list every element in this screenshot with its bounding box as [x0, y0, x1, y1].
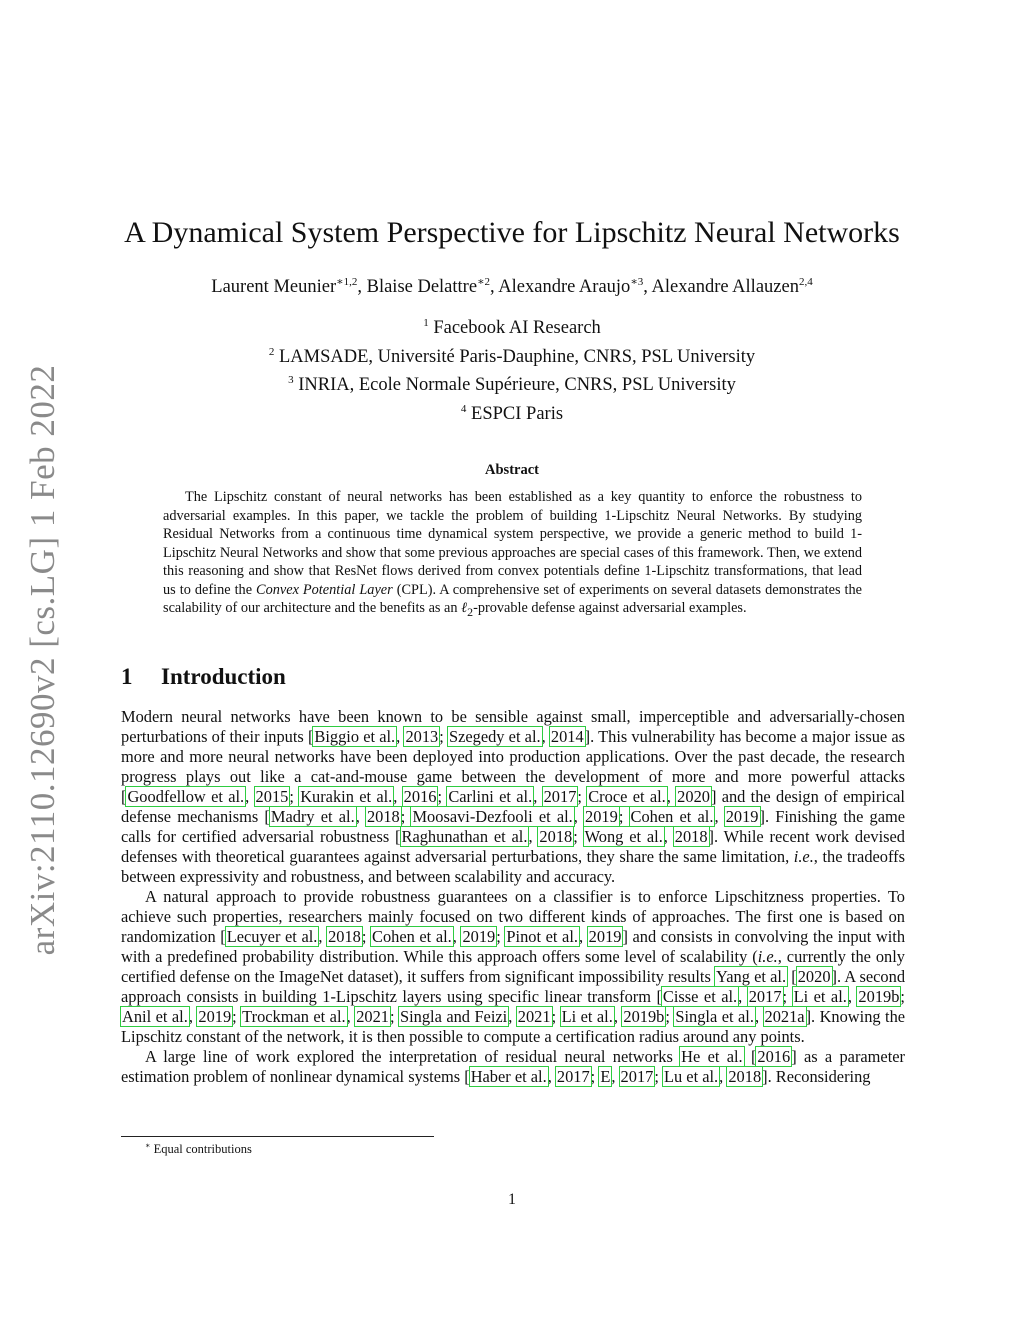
text: ]. A second approach consists in building 1-Lipschitz layers using specific linear transform [ [121, 967, 906, 1006]
math-symbol: ℓ [461, 600, 468, 616]
citation-link[interactable]: 2021 [356, 1007, 389, 1026]
intro-paragraph-2 [121, 887, 905, 1047]
text: A large line of work explored the interpretation of residual neural networks [145, 1047, 681, 1066]
citation-link[interactable]: 2019b [623, 1007, 665, 1026]
affiliation-text: LAMSADE, Université Paris-Dauphine, CNRS, PSL University [278, 346, 756, 367]
text: , the tradeoffs between expressivity and robustness, and between scalability and accuracy. [121, 847, 905, 886]
citation-link[interactable]: 2018 [728, 1067, 762, 1086]
math-subscript: 2 [467, 604, 474, 619]
author-mark: ∗1,2 [336, 276, 358, 288]
text: ]. Finishing the game calls for certified adversarial robustness [ [121, 807, 906, 846]
page-number: 1 [508, 1191, 516, 1208]
author-name: Blaise Delattre [366, 277, 478, 298]
citation-link[interactable]: Szegedy et al. [448, 727, 541, 746]
text: , [452, 927, 462, 946]
text: ]. While recent work devised defenses with theoretical guarantees against adversarial perturbations, they share the same limitation, [121, 827, 906, 866]
citation-link[interactable]: 2013 [405, 727, 439, 746]
footnote-mark: ∗ [145, 1141, 151, 1150]
text: ; [232, 1007, 242, 1026]
text: ; [361, 927, 372, 946]
citation-link[interactable]: 2017 [556, 1067, 590, 1086]
citation-link[interactable]: Kurakin et al. [300, 787, 393, 806]
citation-link[interactable]: 2018 [674, 827, 708, 846]
text: , [541, 727, 550, 746]
text: , [355, 807, 366, 826]
citation-link[interactable]: Singla and Feizi [399, 1007, 508, 1026]
affiliation-mark: 4 [460, 402, 467, 415]
citation-link[interactable]: Trockman et al. [242, 1007, 346, 1026]
author-mark: 2,4 [798, 276, 813, 288]
abstract-emphasis: Convex Potential Layer [256, 581, 393, 598]
citation-link[interactable]: 2016 [757, 1047, 791, 1066]
citation-link[interactable]: Raghunathan et al. [401, 827, 528, 846]
text: , [188, 1007, 198, 1026]
citation-link[interactable]: 2019b [858, 987, 900, 1006]
citation-link[interactable]: Cisse et al. [662, 987, 738, 1006]
text: , [396, 727, 405, 746]
text: ; [618, 807, 630, 826]
citation-link[interactable]: Madry et al. [270, 807, 355, 826]
text: ]. This vulnerability has become a major issue as more and more neural networks have been deployed into production applications. Over the past decade, the research progress plays out like a cat-and-mouse game between the development of more and more powerful attacks [ [121, 727, 905, 806]
text: ; [439, 727, 448, 746]
footnote-text: Equal contributions [153, 1142, 252, 1157]
section-heading [121, 664, 286, 690]
affiliation-mark: 1 [423, 317, 429, 329]
affiliation [0, 312, 1024, 341]
author-name: Laurent Meunier [211, 277, 337, 298]
citation-link[interactable]: E [600, 1067, 611, 1086]
affiliation-mark: 3 [288, 374, 294, 387]
citation-link[interactable]: Goodfellow et al. [127, 787, 245, 806]
citation-link[interactable]: 2019 [198, 1007, 232, 1026]
citation-link[interactable]: Cohen et al. [372, 927, 452, 946]
text: ]. Reconsidering [762, 1067, 871, 1086]
citation-link[interactable]: 2018 [328, 927, 361, 946]
text: [ [743, 1047, 757, 1066]
text: , [754, 1007, 764, 1026]
text: , [611, 1067, 620, 1086]
citation-link[interactable]: Yang et al. [716, 967, 787, 986]
text: , [318, 927, 328, 946]
citation-link[interactable]: 2021 [517, 1007, 551, 1026]
text: , [613, 1007, 623, 1026]
citation-link[interactable]: 2019 [462, 927, 496, 946]
text: Modern neural networks have been known to be sensible against small, imperceptible and adversarially-chosen perturbations of their inputs [ [121, 707, 905, 746]
emphasis: i.e. [793, 847, 814, 866]
citation-link[interactable]: 2019 [725, 807, 759, 826]
introduction-body [121, 707, 905, 1087]
affiliation-text: INRIA, Ecole Normale Supérieure, CNRS, PSL University [298, 375, 736, 396]
affiliation-mark: 2 [268, 345, 275, 358]
text: ; [551, 1007, 561, 1026]
citation-link[interactable]: Singla et al. [675, 1007, 754, 1026]
citation-link[interactable]: 2019 [585, 807, 618, 826]
text: , [573, 807, 585, 826]
citation-link[interactable]: 2020 [797, 967, 831, 986]
text: ] as a parameter estimation problem of nonlinear dynamical systems [ [121, 1047, 905, 1086]
arxiv-sidebar [18, 360, 68, 960]
text: A natural approach to provide robustness guarantees on a classifier is to enforce Lipschitzness properties. To achieve such properties, researchers mainly focused on two different kinds of approaches. The first one is based on randomization [ [121, 887, 905, 946]
section-number: 1 [121, 664, 133, 689]
citation-link[interactable]: Cohen et al. [630, 807, 714, 826]
text: ; [496, 927, 506, 946]
text: , [738, 987, 748, 1006]
citation-link[interactable]: 2017 [543, 787, 577, 806]
affiliation [0, 341, 1024, 370]
text: , [393, 787, 403, 806]
abstract-text: -provable defense against adversarial examples. [473, 600, 747, 616]
text: , [847, 987, 858, 1006]
citation-link[interactable]: Wong et al. [584, 827, 663, 846]
affiliation-list [0, 312, 1024, 427]
text: ; [577, 787, 588, 806]
affiliation-text: Facebook AI Research [433, 318, 601, 339]
citation-link[interactable]: Croce et al. [588, 787, 666, 806]
citation-link[interactable]: He et al. [681, 1047, 743, 1066]
text: , [578, 927, 588, 946]
text: , [666, 787, 677, 806]
text: , [533, 787, 543, 806]
citation-link[interactable]: Li et al. [793, 987, 847, 1006]
text: , [547, 1067, 556, 1086]
citation-link[interactable]: 2018 [539, 827, 573, 846]
citation-link[interactable]: Li et al. [561, 1007, 613, 1026]
text: ; [400, 807, 412, 826]
text: ; [573, 827, 584, 846]
author-name: Alexandre Araujo [498, 277, 631, 298]
affiliation [0, 398, 1024, 427]
footnote-rule [121, 1136, 434, 1137]
abstract-text: (CPL). A comprehensive set of experiments on several datasets demonstrates the scalability of our architecture and the benefits as an [163, 581, 862, 616]
text: , [245, 787, 255, 806]
citation-link[interactable]: 2021a [764, 1007, 805, 1026]
text: ; [654, 1067, 663, 1086]
author-name: Alexandre Allauzen [651, 277, 799, 298]
text: ; [437, 787, 448, 806]
text: , [346, 1007, 356, 1026]
arxiv-identifier: arXiv:2110.12690v2 [cs.LG] 1 Feb 2022 [23, 364, 62, 956]
text: ; [782, 987, 793, 1006]
citation-link[interactable]: Lecuyer et al. [226, 927, 318, 946]
citation-link[interactable]: Moosavi-Dezfooli et al. [412, 807, 573, 826]
footnote [145, 1141, 252, 1157]
text: ; [389, 1007, 399, 1026]
citation-link[interactable]: Carlini et al. [448, 787, 533, 806]
section-title: Introduction [161, 664, 286, 689]
text: , [508, 1007, 517, 1026]
citation-link[interactable]: Haber et al. [470, 1067, 547, 1086]
text: ] and consists in convolving the input with with a predefined probability distribution. While this approach offers some level of scalability ( [121, 927, 906, 966]
text: ; [900, 987, 905, 1006]
text: , [663, 827, 674, 846]
affiliation-text: ESPCI Paris [471, 404, 564, 425]
abstract-text: The Lipschitz constant of neural networks has been established as a key quantity to enforce the robustness to adversarial examples. In this paper, we tackle the problem of building 1-Lipschitz Neural Networks. By studying Residual Networks from a continuous time dynamical system perspective, we provide a generic method to build 1-Lipschitz Neural Networks and show that some previous approaches are special cases of this framework. Then, we extend this reasoning and show that ResNet flows derived from convex potentials define 1-Lipschitz transformations, that lead us to define the [163, 489, 862, 598]
abstract-paragraph [163, 488, 862, 621]
citation-link[interactable]: 2016 [403, 787, 437, 806]
text: ; [665, 1007, 675, 1026]
text: , currently the only certified defense on the ImageNet dataset), it suffers from significant impossibility results [121, 947, 906, 986]
citation-link[interactable]: 2019 [588, 927, 622, 946]
citation-link[interactable]: 2020 [677, 787, 710, 806]
intro-paragraph-3 [121, 1047, 905, 1087]
text: ]. Knowing the Lipschitz constant of the network, it is then possible to compute a certification radius around any points. [121, 1007, 906, 1046]
author-mark: ∗3 [630, 276, 644, 288]
citation-link[interactable]: Anil et al. [122, 1007, 188, 1026]
text: , [719, 1067, 728, 1086]
citation-link[interactable]: 2017 [748, 987, 782, 1006]
affiliation [0, 369, 1024, 398]
text: ; [590, 1067, 600, 1086]
author-list: Laurent Meunier$^{∗1,2}$, Blaise Delattre$^{∗2}$, Alexandre Araujo$^{∗3}$, Alexandre Allauzen$^{2,4}$ [211, 276, 813, 298]
abstract-body [163, 488, 862, 621]
text: ] and the design of empirical defense mechanisms [ [121, 787, 905, 826]
citation-link[interactable]: Biggio et al. [314, 727, 396, 746]
text: ; [289, 787, 300, 806]
abstract-heading: Abstract [485, 462, 539, 478]
text: , [714, 807, 725, 826]
citation-link[interactable]: 2017 [620, 1067, 654, 1086]
citation-link[interactable]: 2014 [550, 727, 584, 746]
citation-link[interactable]: Pinot et al. [506, 927, 578, 946]
emphasis: i.e. [757, 947, 778, 966]
citation-link[interactable]: 2015 [255, 787, 289, 806]
text: [ [787, 967, 797, 986]
intro-paragraph-1 [121, 707, 905, 887]
text: , [528, 827, 539, 846]
paper-title: A Dynamical System Perspective for Lipschitz Neural Networks [124, 216, 900, 249]
citation-link[interactable]: 2018 [366, 807, 400, 826]
author-mark: ∗2 [477, 276, 491, 288]
citation-link[interactable]: Lu et al. [663, 1067, 719, 1086]
